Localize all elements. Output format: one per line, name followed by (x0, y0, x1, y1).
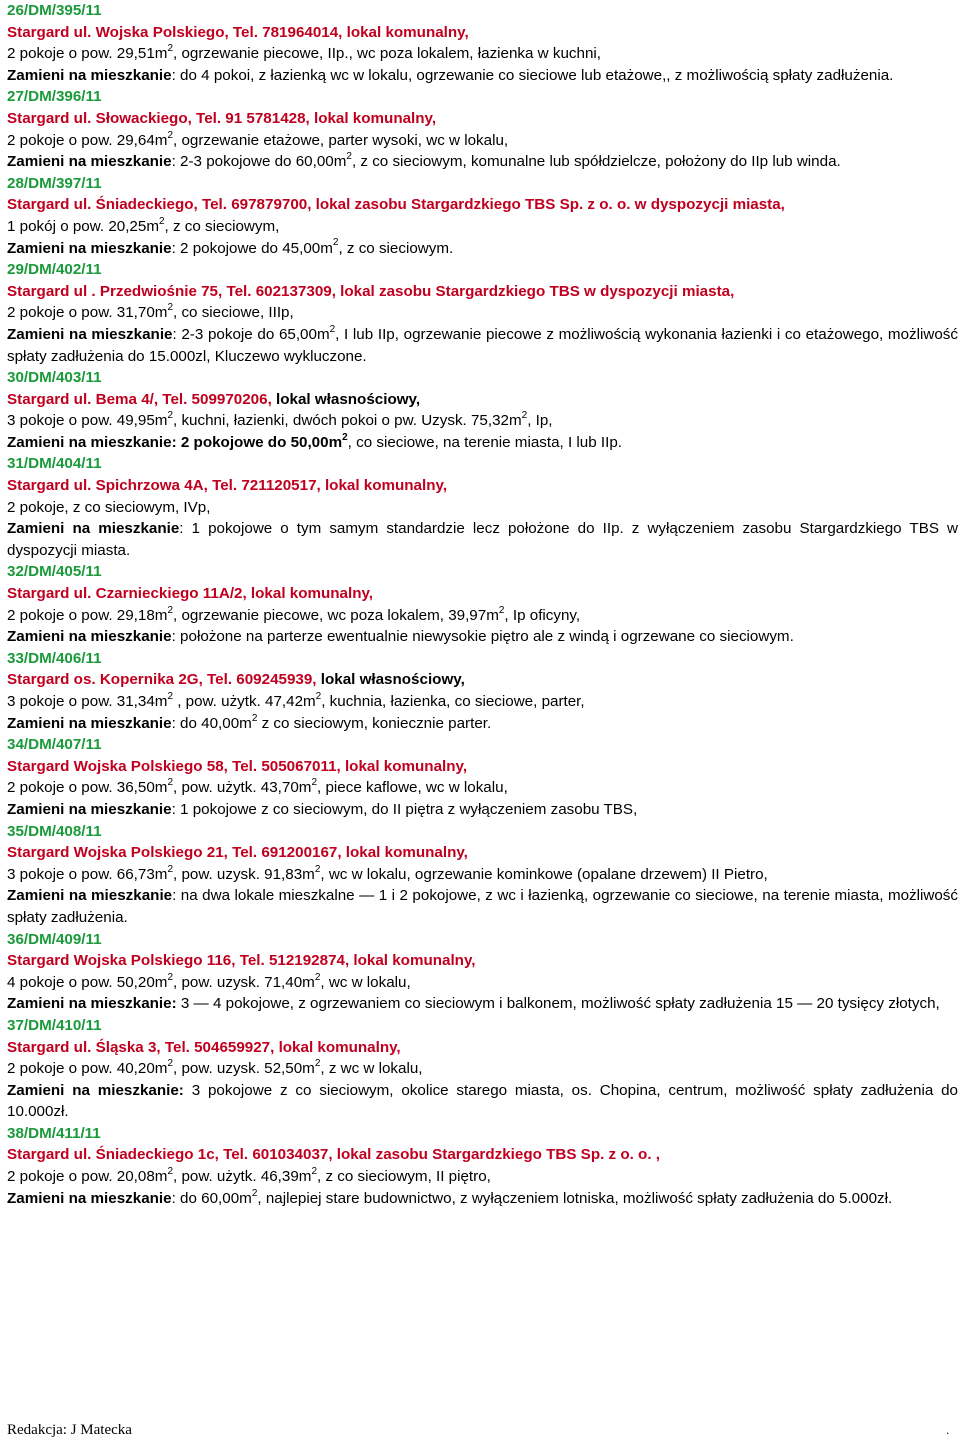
entry-wanted-text: : na dwa lokale mieszkalne — 1 i 2 pokojowe, z wc i łazienką, ogrzewanie co sieciowe, na terenie miasta, możliwość spłaty zadłużenia. (7, 887, 958, 926)
entry-address (7, 281, 958, 303)
entry-details-sup: 2 (167, 1058, 173, 1070)
entry-details-text: , z co sieciowym, (164, 217, 280, 235)
entry-address-text: Stargard Wojska Polskiego 116, Tel. 512192874, lokal komunalny, (7, 952, 476, 970)
entry-details-sup: 2 (315, 690, 322, 702)
entry-details (7, 130, 958, 152)
entry-details-text: , kuchnia, łazienka, co sieciowe, parter, (321, 693, 585, 710)
entry-details-text: 3 pokoje o pow. 66,73m (7, 865, 168, 883)
entry-address-text: Stargard ul. Śniadeckiego, Tel. 697879700, lokal zasobu Stargardzkiego TBS Sp. z o. o. w dyspozycji miasta, (7, 196, 785, 214)
entry-wanted-text: : 2-3 pokoje do 65,00m (172, 325, 330, 343)
entry-address (7, 1144, 958, 1166)
entry-wanted-sup: 2 (346, 151, 352, 163)
listing-entry (7, 367, 958, 453)
entry-details-text: 3 pokoje o pow. 31,34m (7, 693, 168, 710)
entry-wanted-text: , najlepiej stare budownictwo, z wyłączeniem lotniska, możliwość spłaty zadłużenia do 5.000zł. (257, 1189, 893, 1207)
entry-wanted-text: : 1 pokojowe o tym samym standardzie lecz położone do IIp. z wyłączeniem zasobu Stargardzkiego TBS w dyspozycji miasta. (7, 520, 958, 559)
entry-wanted-label: Zamieni na mieszkanie (7, 800, 172, 818)
entry-address (7, 842, 958, 864)
entry-wanted (7, 151, 958, 173)
entry-wanted-text: : położone na parterze ewentualnie niewysokie piętro ale z windą i ogrzewane co sieciowym. (171, 628, 794, 646)
entry-details-text: , Ip, (527, 412, 553, 430)
entry-address-text: Stargard ul. Słowackiego, Tel. 91 5781428, lokal komunalny, (7, 109, 437, 127)
entry-wanted-text: : 1 pokojowe z co sieciowym, do II piętra z wyłączeniem zasobu TBS, (171, 800, 638, 818)
entry-address (7, 583, 958, 605)
entry-address (7, 389, 958, 411)
entry-code: 31/DM/404/11 (7, 455, 102, 473)
entry-code: 30/DM/403/11 (7, 369, 102, 387)
entry-details-sup: 2 (167, 43, 173, 55)
entry-details-text: , wc w lokalu, (320, 973, 411, 991)
listing-entry (7, 0, 958, 86)
entry-details-text: , ogrzewanie etażowe, parter wysoki, wc w lokalu, (173, 131, 509, 149)
entry-details (7, 972, 958, 994)
entry-wanted-label: Zamieni na mieszkanie (7, 628, 172, 646)
entry-address-text: Stargard ul. Czarnieckiego 11A/2, lokal komunalny, (7, 585, 374, 603)
entry-address (7, 756, 958, 778)
entry-address-text: Stargard ul. Wojska Polskiego, Tel. 781964014, lokal komunalny, (7, 23, 469, 41)
entry-code: 26/DM/395/11 (7, 2, 102, 19)
entry-address (7, 669, 958, 691)
entry-wanted-sup: 2 (329, 323, 336, 335)
entry-address-text: Stargard ul . Przedwiośnie 75, Tel. 602137309, lokal zasobu Stargardzkiego TBS w dyspozycji miasta, (7, 282, 735, 300)
entry-details (7, 864, 958, 886)
entry-address-text: Stargard ul. Bema 4/, Tel. 509970206, (7, 390, 272, 408)
entry-wanted (7, 1080, 958, 1123)
entry-code: 35/DM/408/11 (7, 822, 102, 840)
entry-wanted-label: Zamieni na mieszkanie (7, 887, 173, 905)
entry-details-sup: 2 (521, 410, 528, 422)
entry-address-tail: lokal własnościowy, (271, 390, 421, 408)
entry-wanted-label: Zamieni na mieszkanie (7, 520, 180, 538)
listing-entry (7, 561, 958, 647)
entry-code: 34/DM/407/11 (7, 736, 102, 754)
entry-details-text: , z co sieciowym, II piętro, (317, 1168, 491, 1186)
entry-details-text: , pow. uzysk. 91,83m (173, 865, 315, 883)
entry-wanted-label: Zamieni na mieszkanie: (7, 995, 181, 1013)
listing-entry (7, 1123, 958, 1209)
entry-code: 29/DM/402/11 (7, 261, 102, 279)
entry-wanted-label: Zamieni na mieszkanie (7, 153, 172, 171)
entry-details (7, 605, 958, 627)
entry-details-sup: 2 (167, 777, 173, 789)
entry-details-text: 1 pokój o pow. 20,25m (7, 217, 159, 235)
entry-details-sup: 2 (167, 302, 173, 314)
entry-wanted-label: Zamieni na mieszkanie (7, 66, 172, 84)
entry-details-text: 2 pokoje o pow. 31,70m (7, 304, 168, 322)
entry-details-text: , pow. użytk. 47,42m (173, 693, 316, 710)
entry-wanted-label: Zamieni na mieszkanie: (7, 1081, 192, 1099)
entry-wanted-text: 3 pokojowe z co sieciowym, okolice starego miasta, os. Chopina, centrum, możliwość spłaty zadłużenia do 10.000zł. (7, 1081, 958, 1121)
entry-details-text: 2 pokoje o pow. 29,64m (7, 131, 168, 149)
entry-wanted-text: : 2 pokojowe do 45,00m (171, 239, 333, 257)
entry-wanted-label: Zamieni na mieszkanie: 2 pokojowe do 50,00m (7, 433, 343, 451)
footer-mark: . (946, 1423, 950, 1437)
entry-details-text: , pow. uzysk. 71,40m (173, 973, 315, 991)
entry-details-text: , co sieciowe, IIIp, (173, 304, 294, 322)
entry-wanted (7, 65, 958, 87)
entry-details-sup: 2 (167, 129, 173, 141)
entry-details-sup: 2 (311, 777, 318, 789)
entry-details-text: , piece kaflowe, wc w lokalu, (317, 779, 508, 797)
entry-details-text: , wc w lokalu, ogrzewanie kominkowe (opalane drzewem) II Pietro, (320, 865, 768, 883)
entry-wanted-text: : do 4 pokoi, z łazienką wc w lokalu, ogrzewanie co sieciowe lub etażowe,, z możliwością spłaty zadłużenia. (171, 66, 894, 84)
entry-wanted (7, 324, 958, 367)
listing-entry (7, 453, 958, 561)
entry-wanted-label-sup: 2 (342, 431, 348, 443)
entry-address-text: Stargard ul. Spichrzowa 4A, Tel. 721120517, lokal komunalny, (7, 477, 448, 495)
footer-editor: Redakcja: J Matecka (7, 1422, 132, 1438)
entry-details-text: , pow. uzysk. 52,50m (173, 1060, 315, 1078)
entry-wanted-sup: 2 (251, 712, 258, 724)
entry-details-sup: 2 (167, 971, 173, 983)
entry-details-text: , pow. użytk. 46,39m (173, 1168, 312, 1186)
listing-entry (7, 821, 958, 929)
entry-details-text: , ogrzewanie piecowe, wc poza lokalem, 39,97m (173, 606, 499, 624)
entry-details-sup: 2 (167, 690, 173, 702)
entry-wanted-text: , I lub IIp, ogrzewanie piecowe z możliwością wykonania łazienki i co etażowego, możliwość spłaty zadłużenia do 15.000zl, Kluczewo wykluczone. (7, 325, 958, 365)
entry-details-sup: 2 (498, 604, 505, 616)
entry-wanted-label: Zamieni na mieszkanie (7, 239, 172, 257)
entry-details-text: , ogrzewanie piecowe, IIp., wc poza lokalem, łazienka w kuchni, (173, 45, 601, 63)
entry-details-text: , Ip oficyny, (504, 606, 581, 624)
entry-details (7, 1058, 958, 1080)
entry-details-sup: 2 (167, 604, 173, 616)
entry-details-sup: 2 (167, 1166, 173, 1177)
entry-wanted-sup: 2 (251, 1187, 258, 1199)
entry-details-text: 2 pokoje o pow. 29,51m (7, 45, 168, 63)
entry-wanted (7, 885, 958, 928)
entry-wanted-label: Zamieni na mieszkanie (7, 714, 172, 732)
entry-wanted (7, 518, 958, 561)
entry-code: 37/DM/410/11 (7, 1016, 102, 1034)
entry-address (7, 22, 958, 44)
entry-details (7, 410, 958, 432)
entry-details-sup: 2 (158, 215, 165, 227)
entry-address (7, 108, 958, 130)
entry-details-text: 2 pokoje o pow. 36,50m (7, 779, 168, 797)
entry-details-text: , kuchni, łazienki, dwóch pokoi o pw. Uzysk. 75,32m (173, 412, 522, 430)
entry-details-text: , pow. użytk. 43,70m (173, 779, 312, 797)
entry-details-text: 3 pokoje o pow. 49,95m (7, 412, 168, 430)
entry-details-text: 2 pokoje o pow. 40,20m (7, 1060, 168, 1078)
entry-address-text: Stargard Wojska Polskiego 21, Tel. 691200167, lokal komunalny, (7, 844, 468, 862)
entry-details (7, 497, 958, 519)
listing-entry (7, 734, 958, 820)
entry-address-text: Stargard os. Kopernika 2G, Tel. 609245939, (7, 671, 317, 689)
entry-details-sup: 2 (314, 863, 321, 875)
entry-address (7, 475, 958, 497)
entry-wanted-text: z co sieciowym, koniecznie parter. (257, 714, 492, 732)
entry-details-text: 2 pokoje o pow. 29,18m (7, 606, 168, 624)
entry-code: 38/DM/411/11 (7, 1124, 101, 1142)
entry-wanted (7, 432, 958, 454)
entry-wanted-text: , z co sieciowym. (338, 239, 454, 257)
entry-wanted-text: : do 60,00m (171, 1189, 252, 1207)
entry-details-text: 2 pokoje, z co sieciowym, IVp, (7, 498, 211, 516)
entry-code: 36/DM/409/11 (7, 930, 102, 948)
entry-address (7, 194, 958, 216)
listing-entry (7, 1015, 958, 1123)
entry-details (7, 302, 958, 324)
entry-code: 33/DM/406/11 (7, 649, 102, 667)
entry-wanted-sup: 2 (332, 237, 339, 249)
entry-wanted-text: , z co sieciowym, komunalne lub spółdzielcze, położony do IIp lub winda. (351, 153, 841, 171)
entry-wanted-text: : 2-3 pokojowe do 60,00m (171, 153, 347, 171)
listing-document (7, 0, 958, 1209)
entry-details (7, 216, 958, 238)
entry-details-sup: 2 (311, 1166, 318, 1177)
entry-address-text: Stargard ul. Śląska 3, Tel. 504659927, lokal komunalny, (7, 1038, 401, 1056)
entry-details (7, 691, 958, 713)
entry-details-sup: 2 (314, 1058, 321, 1070)
entry-wanted (7, 713, 958, 735)
entry-address-text: Stargard Wojska Polskiego 58, Tel. 505067011, lokal komunalny, (7, 757, 468, 775)
entry-details-text: 4 pokoje o pow. 50,20m (7, 973, 168, 991)
listing-entry (7, 86, 958, 172)
entry-details (7, 1166, 958, 1188)
entry-details-sup: 2 (167, 863, 173, 875)
entry-details-sup: 2 (314, 971, 321, 983)
entry-address (7, 950, 958, 972)
entry-wanted-text: 3 — 4 pokojowe, z ogrzewaniem co sieciowym i balkonem, możliwość spłaty zadłużenia 15 — 20 tysięcy złotych, (180, 995, 940, 1013)
listing-entry (7, 259, 958, 367)
entry-details (7, 43, 958, 65)
entry-code: 27/DM/396/11 (7, 88, 102, 106)
entry-address-tail: lokal własnościowy, (316, 671, 465, 689)
listing-entry (7, 929, 958, 1015)
entry-wanted-text: : do 40,00m (171, 714, 252, 732)
entry-details (7, 777, 958, 799)
entry-wanted-label: Zamieni na mieszkanie (7, 325, 173, 343)
entry-address (7, 1037, 958, 1059)
entry-wanted-label: Zamieni na mieszkanie (7, 1189, 172, 1207)
entry-wanted (7, 993, 958, 1015)
entry-wanted (7, 626, 958, 648)
entry-wanted-text: , co sieciowe, na terenie miasta, I lub IIp. (347, 433, 623, 451)
entry-wanted (7, 1188, 958, 1210)
entry-code: 32/DM/405/11 (7, 563, 102, 581)
listing-entry (7, 648, 958, 734)
entry-details-text: 2 pokoje o pow. 20,08m (7, 1168, 168, 1186)
entry-details-text: , z wc w lokalu, (320, 1060, 423, 1078)
listing-entry (7, 173, 958, 259)
entry-code: 28/DM/397/11 (7, 174, 102, 192)
entry-details-sup: 2 (167, 410, 173, 422)
entry-wanted (7, 238, 958, 260)
entry-address-text: Stargard ul. Śniadeckiego 1c, Tel. 601034037, lokal zasobu Stargardzkiego TBS Sp. z o. o. , (7, 1146, 660, 1164)
entry-wanted (7, 799, 958, 821)
